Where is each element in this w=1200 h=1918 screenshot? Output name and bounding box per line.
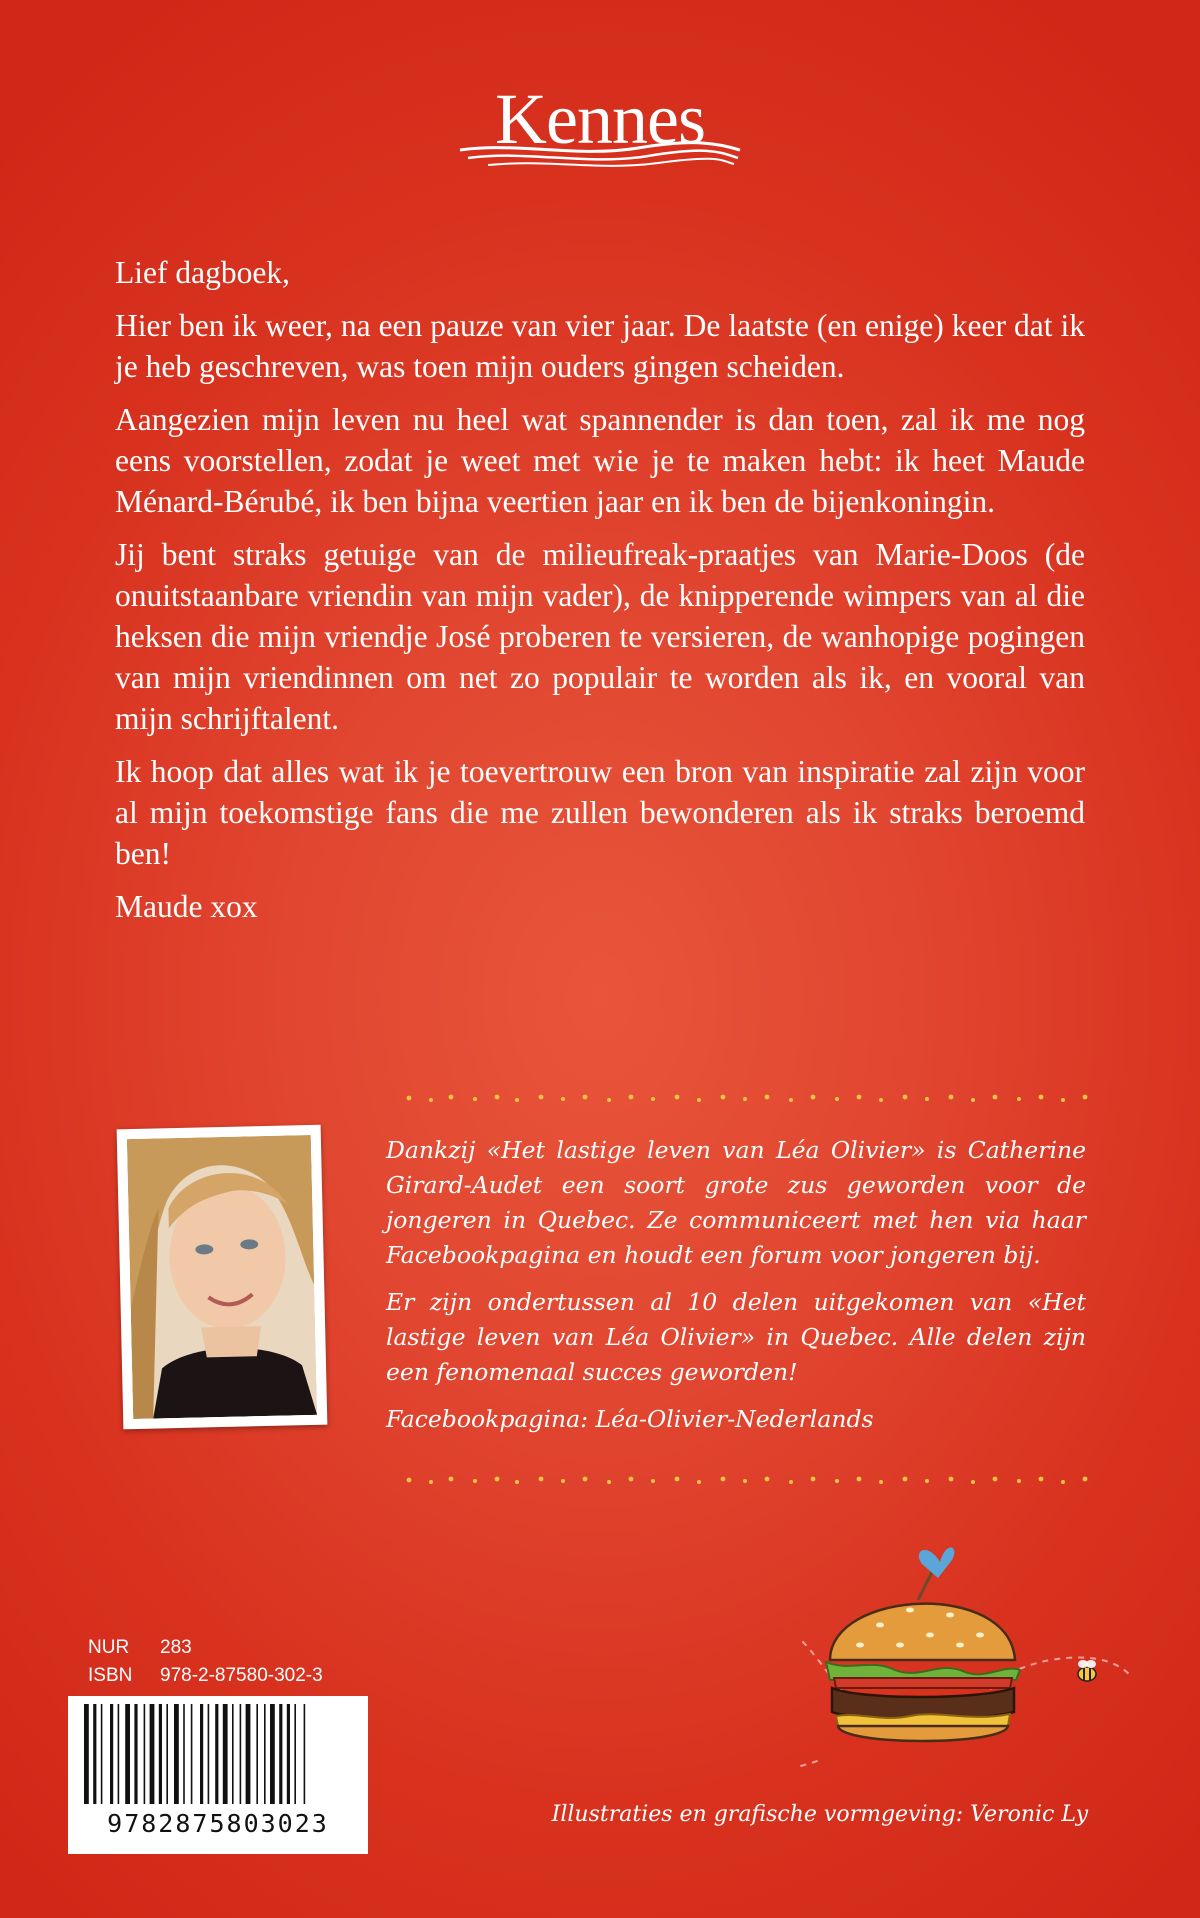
- publisher-name: Kennes: [495, 79, 705, 159]
- letter-paragraph: Jij bent straks getuige van de milieufreak-praatjes van Marie-Doos (de onuitstaanbare vriendin van mijn vader), de knipperende wimpers van al die heksen die mijn vriendje José proberen te versieren, de wanhopige pogingen van mijn vriendinnen om net zo populair te worden als ik, en vooral van mijn schrijftalent.: [115, 537, 1085, 736]
- facebook-line: Facebookpagina: Léa-Olivier-Nederlands: [386, 1405, 874, 1433]
- barcode-number: 9782875803023: [107, 1809, 329, 1838]
- letter-signature: Maude xox: [115, 889, 258, 924]
- dotted-divider-top: [405, 1088, 1090, 1108]
- author-portrait-icon: [127, 1135, 317, 1419]
- illustration-credit: Illustraties en grafische vormgeving: Veronic Ly: [551, 1802, 1088, 1827]
- product-codes: [88, 1634, 323, 1690]
- barcode: [68, 1696, 368, 1854]
- burger-illustration-icon: [800, 1540, 1130, 1790]
- bio-paragraph: Dankzij «Het lastige leven van Léa Olivier» is Catherine Girard-Audet een soort grote zus geworden voor de jongeren in Quebec. Ze communiceert met hen via haar Facebookpagina en houdt een forum voor jongeren bij.: [386, 1136, 1086, 1269]
- nur-row: [88, 1634, 323, 1662]
- letter-paragraph: Hier ben ik weer, na een pauze van vier jaar. De laatste (en enige) keer dat ik je heb geschreven, was toen mijn ouders gingen scheiden.: [115, 308, 1085, 384]
- isbn-value: 978-2-87580-302-3: [160, 1665, 323, 1686]
- letter-greeting: Lief dagboek,: [115, 255, 290, 290]
- diary-letter: [115, 252, 1085, 939]
- author-photo: [117, 1125, 328, 1430]
- logo-wave-icon: [458, 140, 742, 170]
- bio-paragraph: Er zijn ondertussen al 10 delen uitgekomen van «Het lastige leven van Léa Olivier» in Quebec. Alle delen zijn een fenomenaal succes geworden!: [386, 1288, 1086, 1386]
- nur-value: 283: [160, 1637, 192, 1658]
- barcode-bars-icon: [82, 1704, 354, 1808]
- nur-label: NUR: [88, 1637, 130, 1658]
- dotted-divider-bottom: [405, 1470, 1090, 1490]
- letter-paragraph: Ik hoop dat alles wat ik je toevertrouw een bron van inspiratie zal zijn voor al mijn toekomstige fans die me zullen bewonderen als ik straks beroemd ben!: [115, 754, 1085, 871]
- isbn-label: ISBN: [88, 1665, 133, 1686]
- author-bio: [386, 1133, 1086, 1449]
- bee-icon: [1078, 1660, 1096, 1681]
- isbn-row: [88, 1662, 323, 1690]
- letter-paragraph: Aangezien mijn leven nu heel wat spannender is dan toen, zal ik me nog eens voorstellen, zodat je weet met wie je te maken hebt: ik heet Maude Ménard-Bérubé, ik ben bijna veertien jaar en ik ben de bijenkoningin.: [115, 402, 1085, 519]
